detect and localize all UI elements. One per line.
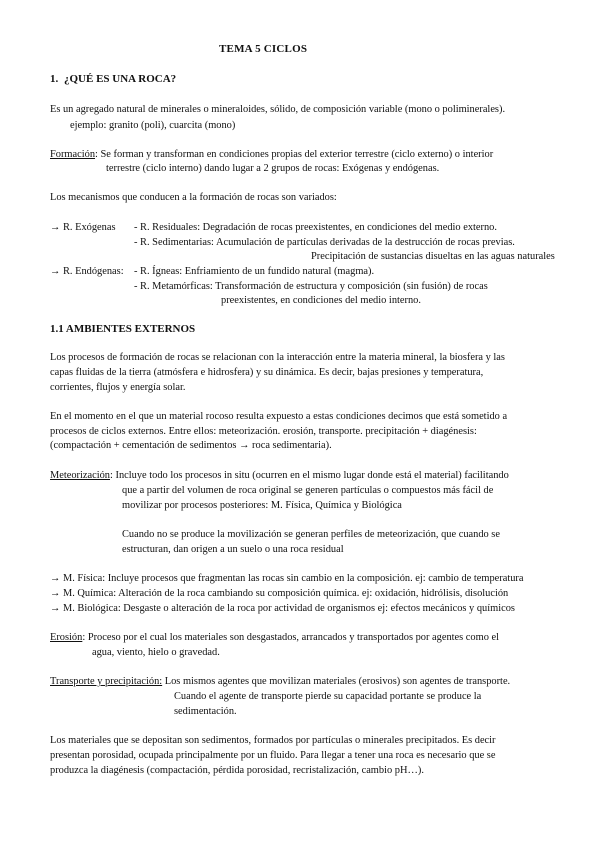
- meteorizacion-text-cont: estructuran, dan origen a un suelo o una roca residual: [122, 544, 344, 555]
- meteorizacion-text: : Incluye todo los procesos in situ (ocurren en el mismo lugar donde está el material) facilitando: [110, 470, 509, 481]
- erosion-label: Erosión: [50, 632, 83, 643]
- definition-line: Es un agregado natural de minerales o mineraloides, sólido, de composición variable (mono o poliminerales).: [50, 104, 506, 115]
- paragraph-line: presentan porosidad, ocupada principalmente por un fluido. Para llegar a tener una roca es necesario que se: [50, 750, 496, 761]
- metamorficas-item: - R. Metamórficas: Transformación de estructura y composición (sin fusión) de rocas: [134, 281, 488, 292]
- paragraph-line: (compactación + cementación de sedimentos → roca sedimentaria).: [50, 440, 332, 451]
- transporte-paragraph: [50, 675, 510, 689]
- residuales-item: - R. Residuales: Degradación de rocas preexistentes, en condiciones del medio externo.: [134, 222, 497, 233]
- meteorizacion-fisica: → M. Física: Incluye procesos que fragmentan las rocas sin cambio en la composición. ej: cambio de temperatura: [50, 573, 524, 584]
- erosion-paragraph: [50, 631, 499, 645]
- subsection-heading: 1.1 AMBIENTES EXTERNOS: [50, 323, 196, 335]
- mecanismos-text: Los mecanismos que conducen a la formación de rocas son variados:: [50, 192, 337, 203]
- meteorizacion-text-cont: Cuando no se produce la movilización se generan perfiles de meteorización, que cuando se: [122, 529, 500, 540]
- section-number: 1.: [50, 73, 59, 85]
- paragraph-line: produzca la diagénesis (compactación, pérdida porosidad, recristalización, cambio pH…).: [50, 765, 424, 776]
- formacion-text: : Se forman y transforman en condiciones propias del exterior terrestre (ciclo externo) o interior: [95, 149, 494, 160]
- transporte-label: Transporte y precipitación:: [50, 676, 163, 687]
- exogenas-label: → R. Exógenas: [50, 222, 116, 233]
- igneas-item: - R. Ígneas: Enfriamiento de un fundido natural (magma).: [134, 266, 375, 277]
- meteorizacion-label: Meteorización: [50, 470, 111, 481]
- definition-example: ejemplo: granito (poli), cuarcita (mono): [70, 120, 236, 131]
- section-heading: ¿QUÉ ES UNA ROCA?: [64, 73, 177, 85]
- meteorizacion-text-cont: que a partir del volumen de roca original se generen partículas o compuestos más fácil de: [122, 485, 494, 496]
- transporte-text-cont: sedimentación.: [174, 706, 237, 717]
- paragraph-line: En el momento en el que un material rocoso resulta expuesto a estas condiciones decimos que está sometido a: [50, 411, 508, 422]
- page-title: TEMA 5 CICLOS: [219, 43, 308, 55]
- paragraph-line: Los procesos de formación de rocas se relacionan con la interacción entre la materia mineral, la biosfera y las: [50, 352, 505, 363]
- sedimentarias-item-cont: Precipitación de sustancias disueltas en las aguas naturales: [311, 251, 555, 262]
- formacion-text-cont: terrestre (ciclo interno) dando lugar a 2 grupos de rocas: Exógenas y endógenas.: [106, 163, 440, 174]
- transporte-text-cont: Cuando el agente de transporte pierde su capacidad portante se produce la: [174, 691, 482, 702]
- metamorficas-item-cont: preexistentes, en condiciones del medio interno.: [221, 295, 421, 306]
- meteorizacion-biologica: → M. Biológica: Desgaste o alteración de la roca por actividad de organismos ej: efectos mecánicos y químicos: [50, 603, 515, 614]
- meteorizacion-paragraph: [50, 469, 509, 483]
- paragraph-line: corrientes, flujos y energía solar.: [50, 382, 186, 393]
- erosion-text: : Proceso por el cual los materiales son desgastados, arrancados y transportados por agentes como el: [82, 632, 499, 643]
- erosion-text-cont: agua, viento, hielo o gravedad.: [92, 647, 220, 658]
- transporte-text: Los mismos agentes que movilizan materiales (erosivos) son agentes de transporte.: [162, 676, 511, 687]
- meteorizacion-quimica: → M. Química: Alteración de la roca cambiando su composición química. ej: oxidación, hidrólisis, disolución: [50, 588, 509, 599]
- meteorizacion-text-cont: movilizar por procesos posteriores: M. Física, Química y Biológica: [122, 500, 402, 511]
- formacion-label: Formación: [50, 149, 96, 160]
- paragraph-line: Los materiales que se depositan son sedimentos, formados por partículas o minerales precipitados. Es decir: [50, 735, 496, 746]
- paragraph-line: procesos de ciclos externos. Entre ellos: meteorización. erosión, transporte. precipitación + diagénesis:: [50, 426, 477, 437]
- endogenas-label: → R. Endógenas:: [50, 266, 124, 277]
- formacion-paragraph: [50, 148, 493, 162]
- paragraph-line: capas fluidas de la tierra (atmósfera e hidrosfera) y su dinámica. Es decir, bajas presiones y temperatura,: [50, 367, 484, 378]
- sedimentarias-item: - R. Sedimentarias: Acumulación de partículas derivadas de la destrucción de rocas previas.: [134, 237, 515, 248]
